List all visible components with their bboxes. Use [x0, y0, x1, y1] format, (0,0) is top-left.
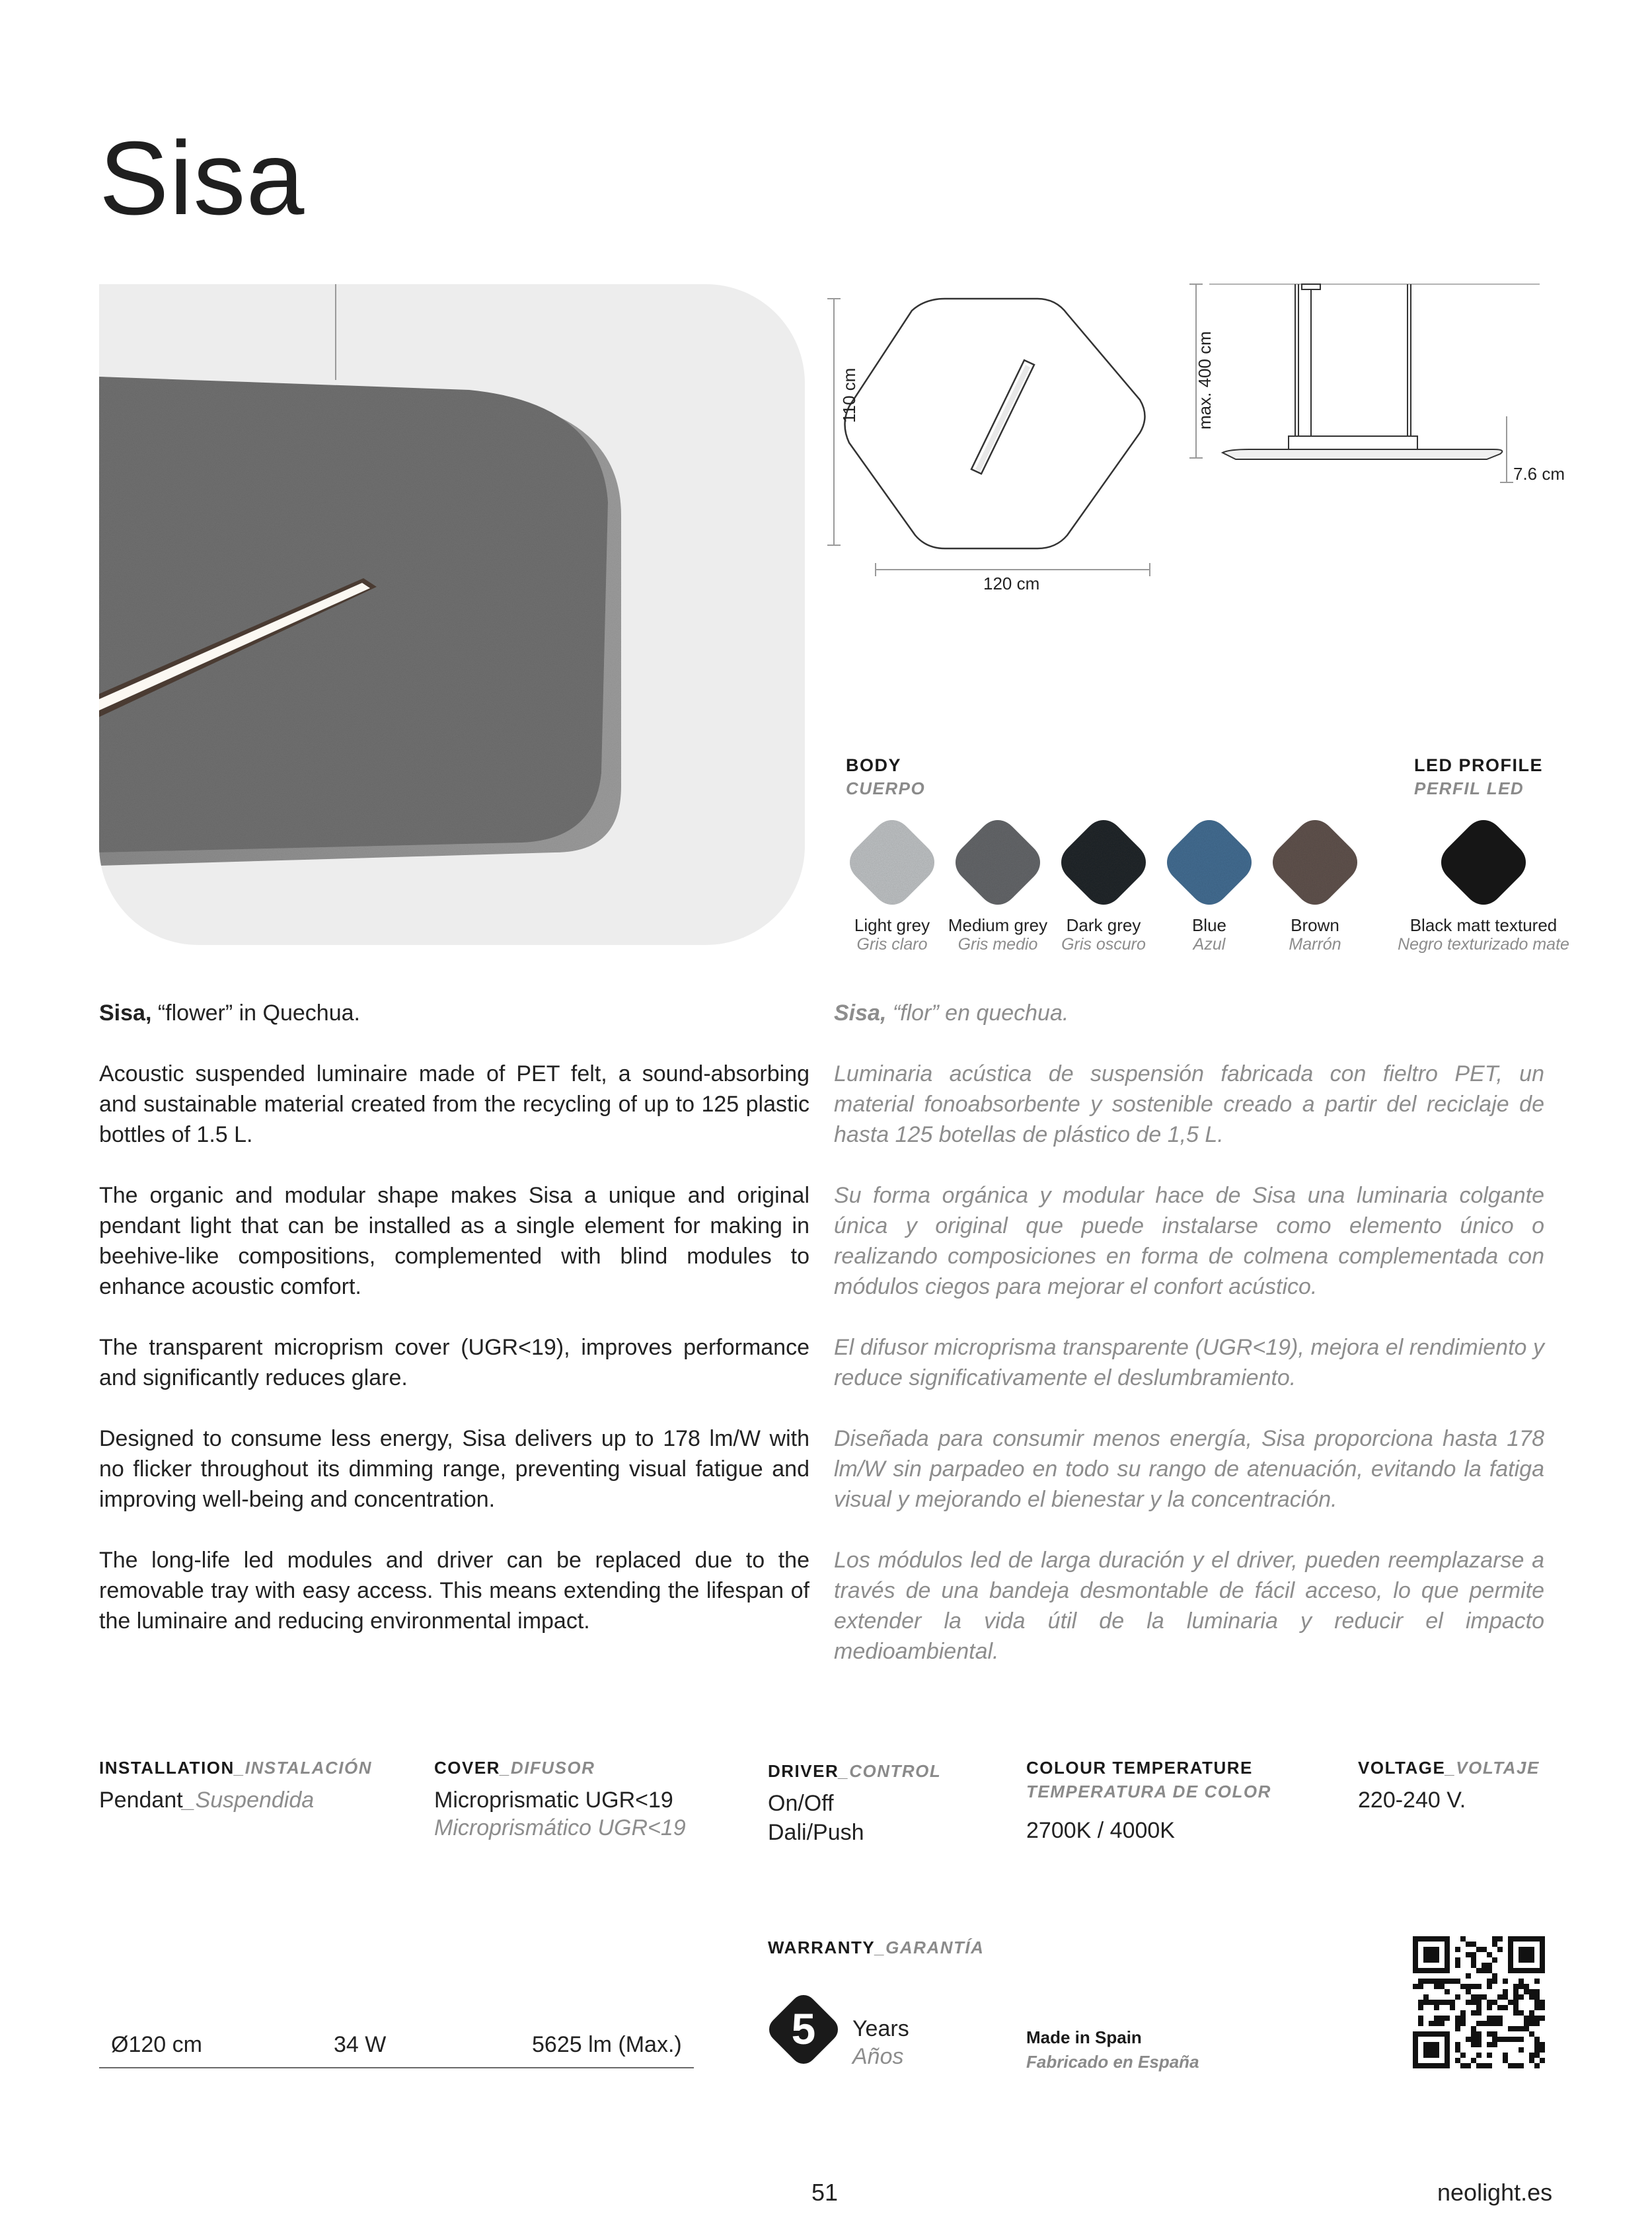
- qr-code[interactable]: [1413, 1936, 1545, 2068]
- swatch-label-blue: Blue: [1191, 915, 1227, 935]
- desc-en-p2: Acoustic suspended luminaire made of PET felt, a sound-absorbing and sustainable material created from the recycling of up to 125 plastic bottles of 1.5 L.: [99, 1061, 809, 1147]
- led-profile-heading-es: PERFIL LED: [1414, 778, 1524, 798]
- desc-en-product-name: Sisa,: [99, 1000, 152, 1026]
- swatch-led-label: Black matt textured: [1409, 915, 1558, 935]
- swatch-label-es-dark-grey: Gris oscuro: [1061, 935, 1146, 954]
- made-in-spain-es: Fabricado en España: [1026, 2052, 1199, 2072]
- swatch-label-brown: Brown: [1291, 915, 1339, 935]
- colour-temp-value: 2700K / 4000K: [1026, 1818, 1175, 1843]
- page-title: Sisa: [99, 120, 305, 237]
- desc-es-tagline: “flor” en quechua.: [886, 1000, 1069, 1026]
- product-power: 34 W: [334, 2032, 387, 2057]
- cover-value: Microprismatic UGR<19: [434, 1788, 673, 1813]
- swatch-led-label-es: Negro texturizado mate: [1398, 935, 1569, 954]
- black-matt-swatch-shape: [1437, 816, 1530, 909]
- swatch-label-es-blue: Azul: [1193, 935, 1226, 954]
- website-link[interactable]: neolight.es: [1437, 2179, 1553, 2206]
- width-dimension: 120 cm: [983, 574, 1040, 593]
- made-in-spain: Made in Spain: [1026, 2027, 1142, 2047]
- cover-value-es: Microprismático UGR<19: [434, 1815, 686, 1840]
- dark-grey-swatch-shape: [1057, 816, 1150, 909]
- desc-en-p4: The transparent microprism cover (UGR<19), improves performance and significantly reduces glare.: [99, 1335, 809, 1390]
- desc-es-p5: Diseñada para consumir menos energía, Sisa proporciona hasta 178 lm/W sin parpadeo en todo su rango de atenuación, evitando la fatiga visual y mejorando el bienestar y la concentración.: [834, 1426, 1544, 1512]
- desc-es-product-name: Sisa,: [834, 1000, 887, 1026]
- product-photo: [99, 284, 805, 945]
- driver-label: DRIVER_CONTROL: [768, 1761, 942, 1781]
- product-lumens: 5625 lm (Max.): [532, 2032, 682, 2057]
- driver-value-dali: Dali/Push: [768, 1820, 864, 1845]
- desc-es-p3: Su forma orgánica y modular hace de Sisa una luminaria colgante única y original que puede instalarse como elemento único o realizando composiciones en forma de colmena complementada con módulos ciegos para mejorar el confort acústico.: [834, 1183, 1544, 1299]
- swatch-label-medium-grey: Medium grey: [948, 915, 1048, 935]
- warranty-years-number: 5: [791, 2004, 816, 2053]
- swatch-label-light-grey: Light grey: [854, 915, 930, 935]
- desc-es-p6: Los módulos led de larga duración y el driver, pueden reemplazarse a través de una bandeja desmontable de fácil acceso, lo que permite extender la vida útil de la luminaria y reducir el impacto medioambiental.: [834, 1548, 1544, 1664]
- colour-temp-label-es: TEMPERATURA DE COLOR: [1026, 1782, 1271, 1801]
- body-heading-es: CUERPO: [846, 778, 926, 798]
- desc-es-p1: [834, 998, 1544, 1028]
- cover-label: COVER_DIFUSOR: [434, 1758, 595, 1778]
- felt-panel-render: [99, 284, 805, 945]
- warranty-years-es: Años: [852, 2044, 904, 2069]
- warranty-label: WARRANTY_GARANTÍA: [768, 1938, 985, 1957]
- warranty-years: Years: [852, 2016, 909, 2041]
- desc-en-p5: Designed to consume less energy, Sisa delivers up to 178 lm/W with no flicker throughout its dimming range, preventing visual fatigue and improving well-being and concentration.: [99, 1426, 809, 1512]
- swatch-led-profile[interactable]: [1437, 816, 1530, 909]
- swatch-dark-grey[interactable]: [1057, 816, 1150, 909]
- desc-en-p6: The long-life led modules and driver can be replaced due to the removable tray with easy access. This means extending the lifespan of the luminaire and reducing environmental impact.: [99, 1548, 809, 1634]
- side-view-drawing: [1183, 281, 1553, 499]
- desc-en-p1: [99, 998, 809, 1028]
- description-spanish: [834, 998, 1544, 1697]
- blue-swatch-shape: [1163, 816, 1256, 909]
- brown-swatch-shape: [1269, 816, 1361, 909]
- body-heading: BODY: [846, 755, 902, 775]
- max-drop-dimension: max. 400 cm: [1195, 331, 1215, 430]
- description-english: [99, 998, 809, 1667]
- swatch-medium-grey[interactable]: [952, 816, 1044, 909]
- swatch-label-dark-grey: Dark grey: [1066, 915, 1141, 935]
- thickness-dimension: 7.6 cm: [1513, 464, 1565, 484]
- swatch-label-es-light-grey: Gris claro: [856, 935, 928, 954]
- swatch-label-es-brown: Marrón: [1289, 935, 1341, 954]
- desc-en-tagline: “flower” in Quechua.: [151, 1000, 360, 1026]
- warranty-badge-icon: [767, 1992, 841, 2066]
- colour-temp-label: COLOUR TEMPERATURE: [1026, 1758, 1253, 1778]
- installation-label: INSTALLATION_INSTALACIÓN: [99, 1758, 372, 1778]
- product-row-divider: [99, 2067, 694, 2068]
- swatch-light-grey[interactable]: [846, 816, 938, 909]
- driver-value-onoff: On/Off: [768, 1791, 834, 1816]
- height-dimension: 110 cm: [839, 367, 859, 423]
- product-diameter: Ø120 cm: [111, 2032, 202, 2057]
- desc-es-p2: Luminaria acústica de suspensión fabricada con fieltro PET, un material fonoabsorbente y sostenible creado a partir del reciclaje de hasta 125 botellas de plástico de 1,5 L.: [834, 1061, 1544, 1147]
- light-grey-swatch-shape: [846, 816, 938, 909]
- warranty-badge: [767, 1992, 841, 2066]
- page-number: 51: [811, 2179, 839, 2206]
- qr-code-image: [1413, 1936, 1545, 2068]
- swatch-label-es-medium-grey: Gris medio: [957, 935, 1038, 954]
- swatch-brown[interactable]: [1269, 816, 1361, 909]
- medium-grey-swatch-shape: [952, 816, 1044, 909]
- voltage-value: 220-240 V.: [1358, 1788, 1466, 1813]
- desc-en-p3: The organic and modular shape makes Sisa a unique and original pendant light that can be installed as a single element for making in beehive-like compositions, complemented with blind modules to enhance acoustic comfort.: [99, 1183, 809, 1299]
- desc-es-p4: El difusor microprisma transparente (UGR<19), mejora el rendimiento y reduce significativamente el deslumbramiento.: [834, 1335, 1544, 1390]
- swatch-blue[interactable]: [1163, 816, 1256, 909]
- voltage-label: VOLTAGE_VOLTAJE: [1358, 1758, 1540, 1778]
- led-profile-heading: LED PROFILE: [1414, 755, 1544, 775]
- installation-value: Pendant_Suspendida: [99, 1788, 315, 1813]
- top-view-drawing: [819, 284, 1176, 595]
